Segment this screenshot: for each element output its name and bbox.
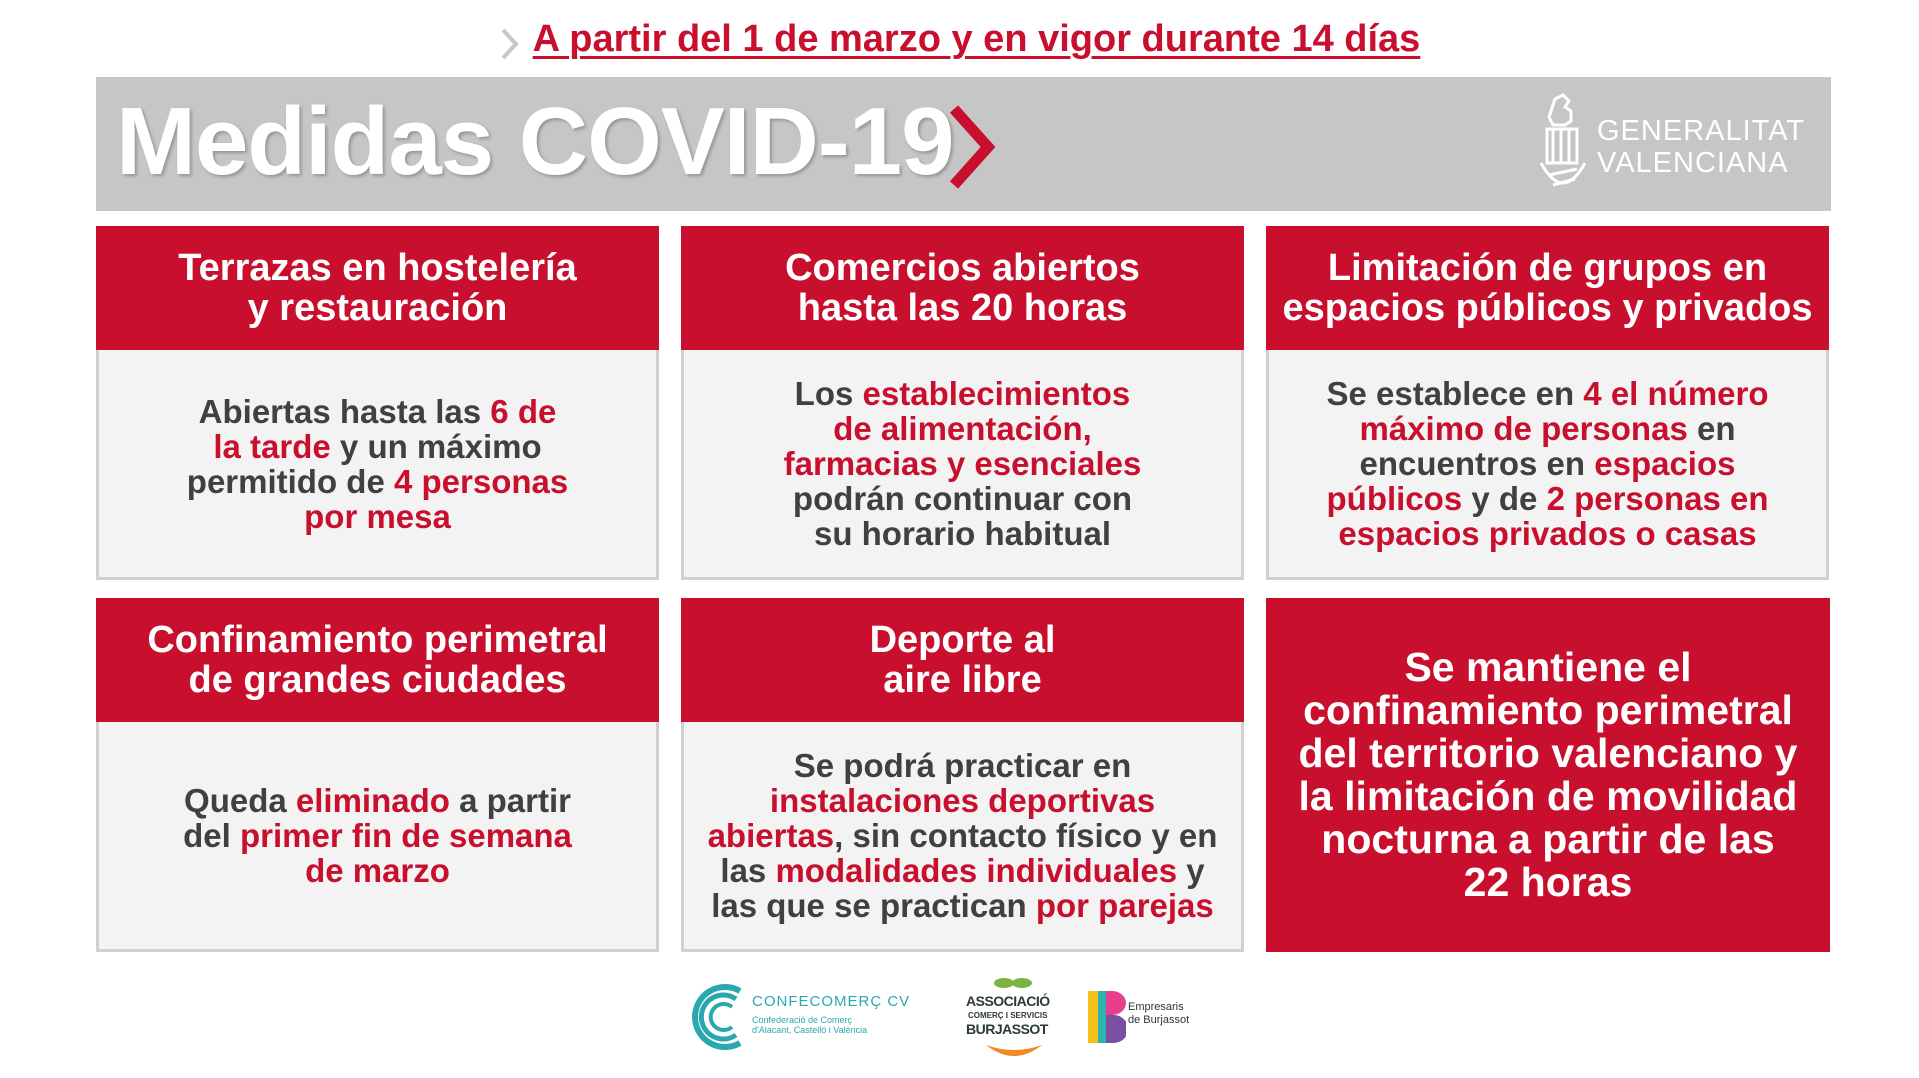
- card-body-text: [784, 376, 1142, 551]
- card-title: [96, 226, 659, 350]
- card-body-text: [183, 783, 572, 888]
- header-banner: [96, 77, 1831, 211]
- body-text: Se establece en: [1326, 375, 1584, 412]
- card-body: [684, 722, 1241, 949]
- card-title: [1266, 226, 1829, 350]
- card-confinamiento-ciudades: [96, 598, 659, 952]
- body-text: en encuentros en: [1359, 410, 1736, 482]
- confecomerc-name: CONFECOMERÇ CV: [752, 993, 911, 1010]
- highlight-text: 4 personas por mesa: [304, 462, 569, 535]
- card-terrazas: [96, 226, 659, 580]
- card-body: [99, 722, 656, 949]
- body-text: y de: [1462, 480, 1547, 517]
- body-text: a partir del: [183, 782, 571, 854]
- body-text: y un máximo permitido de: [186, 427, 542, 500]
- associacio-line-3: BURJASSOT: [966, 1021, 1048, 1037]
- chevron-right-icon: [946, 105, 996, 194]
- confecomerc-c-icon: [688, 975, 750, 1059]
- empresaris-text: Empresaris de Burjassot: [1128, 1001, 1190, 1026]
- highlight-text: primer fin de semana de marzo: [239, 817, 572, 889]
- card-title-text: Deporte al aire libre: [869, 619, 1056, 701]
- confecomerc-subtitle: Confederació de Comerç d'Alacant, Castelló i València: [752, 1015, 868, 1035]
- highlight-text: por parejas: [1035, 887, 1214, 924]
- card-body-text: [1326, 376, 1768, 551]
- body-text: , sin contacto físico y en las: [720, 817, 1218, 889]
- body-text: Abiertas hasta las: [198, 392, 491, 430]
- card-title-text: Confinamiento perimetral de grandes ciudades: [147, 619, 608, 701]
- card-limitacion-grupos: [1266, 226, 1829, 580]
- highlight-text: instalaciones deportivas abiertas: [707, 782, 1156, 854]
- card-body-text: [708, 748, 1218, 923]
- body-text: Queda: [184, 782, 296, 819]
- generalitat-logo: [1537, 93, 1806, 197]
- card-title-text: Terrazas en hostelería y restauración: [178, 247, 577, 329]
- card-deporte: [681, 598, 1244, 952]
- empresaris-mark-icon: [1086, 975, 1126, 1059]
- highlight-text: 2 personas en espacios privados o casas: [1338, 480, 1769, 552]
- card-confinamiento-territorio: [1266, 598, 1830, 952]
- associacio-line-2: COMERÇ I SERVICIS: [968, 1011, 1048, 1020]
- highlight-text: 4 el número máximo de personas: [1359, 375, 1769, 447]
- card-body: [684, 350, 1241, 577]
- empresaris-burjassot-logo: [1086, 975, 1206, 1059]
- body-text: Los: [794, 375, 863, 412]
- highlight-text: espacios públicos: [1326, 445, 1736, 517]
- body-text: y las que se practican: [711, 852, 1205, 924]
- date-notice: [0, 18, 1919, 66]
- page-title: Medidas COVID-19: [116, 88, 954, 195]
- card-body: [1269, 350, 1826, 577]
- confecomerc-logo: [688, 975, 918, 1059]
- gv-line-1: GENERALITAT: [1597, 115, 1806, 147]
- highlight-text: establecimientos de alimentación, farmacias y esenciales: [783, 375, 1142, 482]
- highlight-text: 6 de la tarde: [213, 392, 557, 465]
- highlight-text: modalidades individuales: [775, 852, 1178, 889]
- closing-card-text: Se mantiene el confinamiento perimetral del territorio valenciano y la limitación de movilidad nocturna a partir de las 22 horas: [1298, 644, 1798, 905]
- card-title-text: Limitación de grupos en espacios públicos y privados: [1282, 247, 1813, 329]
- card-comercios: [681, 226, 1244, 580]
- generalitat-emblem-icon: [1537, 93, 1587, 197]
- highlight-text: eliminado: [295, 782, 450, 819]
- body-text: Se podrá practicar en: [793, 747, 1132, 784]
- date-notice-link[interactable]: A partir del 1 de marzo y en vigor durante 14 días: [532, 18, 1421, 60]
- card-body: [99, 350, 656, 577]
- card-title: [681, 598, 1244, 722]
- gv-line-2: VALENCIANA: [1597, 147, 1789, 179]
- card-title-text: Comercios abiertos hasta las 20 horas: [785, 247, 1140, 329]
- card-body-text: [187, 394, 568, 534]
- card-title: [96, 598, 659, 722]
- associacio-burjassot-logo: [966, 975, 1062, 1059]
- card-title: [681, 226, 1244, 350]
- chevron-right-icon: [499, 27, 521, 66]
- body-text: podrán continuar con su horario habitual: [792, 480, 1133, 552]
- associacio-line-1: ASSOCIACIÓ: [966, 993, 1050, 1009]
